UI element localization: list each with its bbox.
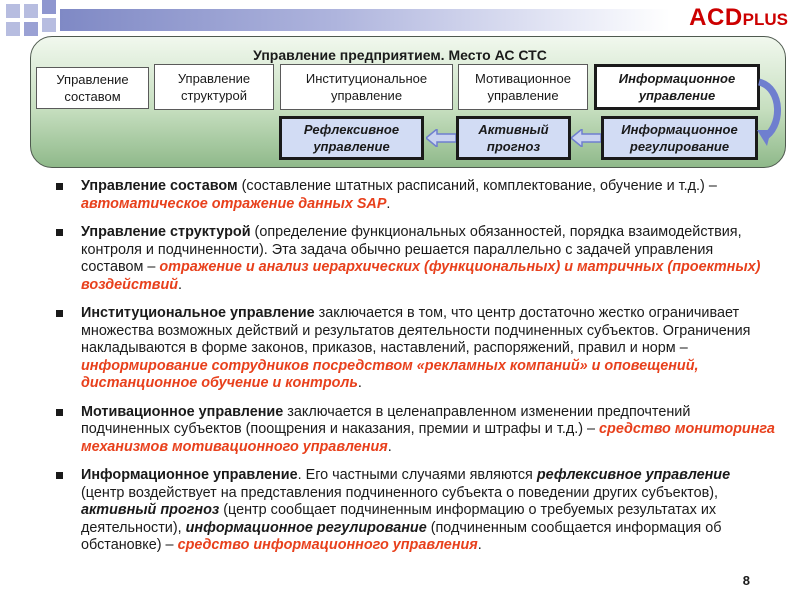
bullet-term-inline: рефлексивное управление — [536, 467, 731, 483]
corner-square-4 — [6, 22, 20, 36]
bullet-end: . — [477, 537, 482, 553]
bullet-text: (центр сообщает подчиненным информацию о требуемых результатах их деятельности), — [81, 502, 717, 536]
bullet-item-information — [56, 467, 776, 555]
box-label: Управление составом — [56, 72, 129, 104]
bullet-item-institutional — [56, 305, 776, 393]
bullet-term: Информационное управление — [81, 467, 298, 483]
bullet-term-inline: активный прогноз — [81, 502, 220, 518]
box-label: Мотивационное управление — [475, 71, 571, 103]
box-label: Информационное регулирование — [621, 122, 738, 154]
bullet-term: Управление составом — [81, 178, 238, 194]
bullet-highlight: средство информационного управления — [177, 537, 478, 553]
box-motivational-management — [458, 64, 588, 110]
bullet-text: заключается в том, что центр достаточно жестко ограничивает множества возможных действий и результатов деятельности подчиненных субъектов. Ограничения накладываются в форме законов, приказов, наставлений, распоряжений, правил и норм – — [81, 305, 751, 356]
corner-square-6 — [42, 18, 56, 32]
bullet-text: (подчиненным сообщается информация об обстановке) – — [81, 519, 722, 553]
bullet-end: . — [387, 438, 392, 455]
box-label: Информационное управление — [618, 71, 736, 103]
bullet-item-motivational — [56, 404, 776, 457]
curved-arrow-icon — [755, 78, 785, 148]
bullet-item-composition — [56, 178, 776, 213]
left-arrow-icon — [571, 129, 601, 147]
box-active-forecast — [456, 116, 571, 160]
bullet-text: . Его частными случаями являются — [297, 467, 537, 483]
box-information-regulation — [601, 116, 758, 160]
box-label: Рефлексивное управление — [303, 122, 400, 154]
box-composition-management — [36, 67, 149, 109]
bullet-end: . — [386, 195, 391, 212]
bullet-text: (определение функциональных обязанностей, порядка взаимодействия, контроля и подчиненности). Эта задача обычно решается параллельно с задачей управления составом – — [81, 224, 742, 275]
box-information-management — [594, 64, 760, 110]
logo-main: ACD — [689, 4, 743, 31]
box-structure-management — [154, 64, 274, 110]
bullet-end: . — [178, 276, 183, 293]
bullet-item-structure — [56, 224, 776, 294]
bullet-text: (центр воздействует на представления подчиненного субъекта о поведении других субъектов), — [81, 484, 719, 501]
corner-square-3 — [42, 0, 56, 14]
box-label: Институциональное управление — [305, 71, 428, 103]
bullet-text: (составление штатных расписаний, комплектование, обучение и т.д.) – — [237, 178, 717, 194]
bullet-highlight: информирование сотрудников посредством «рекламных компаний» и оповещений, дистанционное обучение и контроль — [81, 357, 699, 391]
corner-square-5 — [24, 22, 38, 36]
bullet-term: Управление структурой — [81, 224, 251, 240]
corner-square-2 — [24, 4, 38, 18]
corner-square-1 — [6, 4, 20, 18]
box-label: Активный прогноз — [478, 122, 549, 154]
box-reflexive-management — [279, 116, 424, 160]
left-arrow-icon — [426, 129, 456, 147]
bullet-term: Институциональное управление — [81, 305, 315, 321]
box-label: Управление структурой — [177, 71, 251, 103]
bullet-highlight: отражение и анализ иерархических (функциональных) и матричных (проектных) воздействий — [81, 259, 761, 293]
diagram-title: Управление предприятием. Место АС СТС — [253, 47, 547, 63]
brand-logo — [689, 4, 788, 32]
bullet-highlight: автоматическое отражение данных SAP — [81, 195, 387, 212]
box-institutional-management — [280, 64, 453, 110]
bullet-term-inline: информационное регулирование — [185, 519, 427, 536]
bullet-term: Мотивационное управление — [81, 403, 284, 420]
logo-suffix: PLUS — [742, 10, 788, 29]
header-band — [60, 9, 670, 31]
bullet-text: заключается в целенаправленном изменении предпочтений подчиненных субъектов (поощрения и наказания, премии и штрафы и т.д.) – — [81, 403, 691, 437]
bullet-end: . — [357, 375, 362, 391]
page-number: 8 — [742, 573, 750, 588]
bullet-list — [56, 178, 776, 566]
bullet-highlight: средство мониторинга механизмов мотивационного управления — [81, 421, 775, 455]
